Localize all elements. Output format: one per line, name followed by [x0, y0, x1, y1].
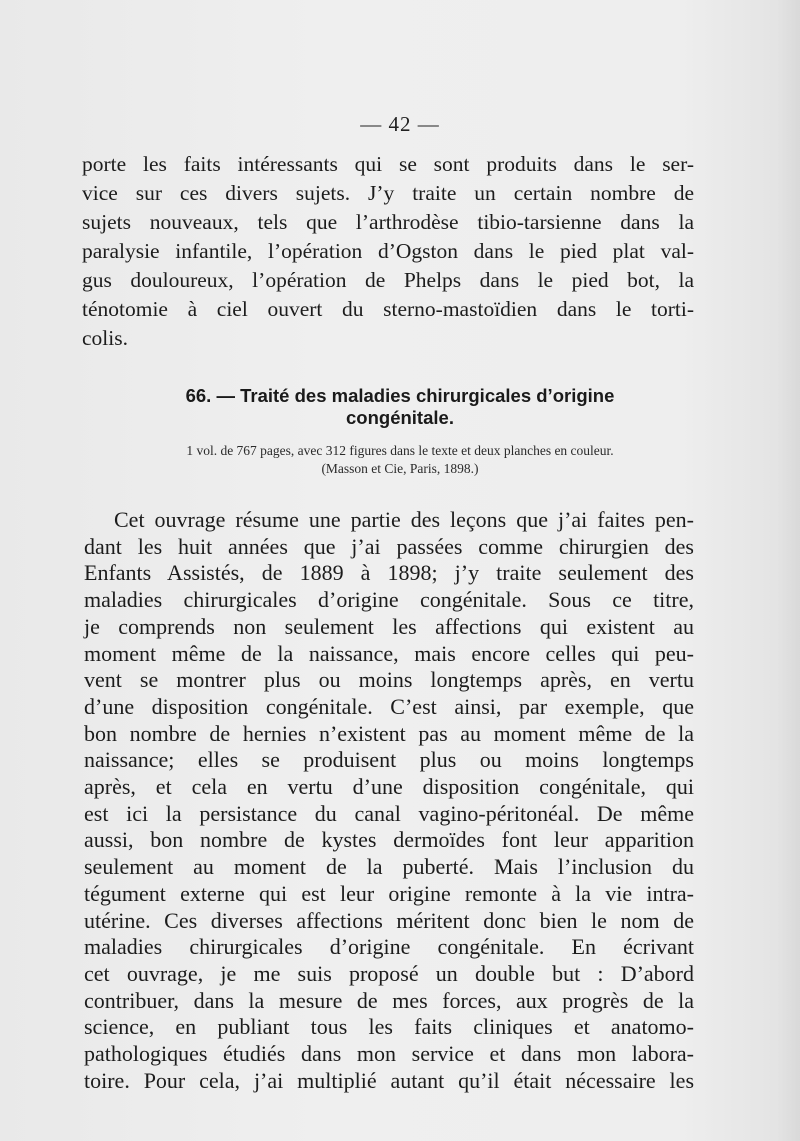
text-line: porte les faits intéressants qui se sont produits dans le ser-: [82, 152, 694, 176]
text-line: utérine. Ces diverses affections méritent donc bien le nom de: [84, 907, 694, 933]
text-line: aussi, bon nombre de kystes dermoïdes font leur apparition: [84, 827, 694, 853]
section-heading-line: congénitale.: [346, 407, 454, 428]
text-line: ténotomie à ciel ouvert du sterno-mastoïdien dans le torti-: [82, 297, 694, 321]
text-line: maladies chirurgicales d’origine congénitale. En écrivant: [84, 934, 694, 960]
text-line: Enfants Assistés, de 1889 à 1898; j’y traite seulement des: [84, 560, 694, 586]
publisher-line: (Masson et Cie, Paris, 1898.): [321, 461, 479, 476]
text-line: d’une disposition congénitale. C’est ainsi, par exemple, que: [84, 693, 694, 719]
text-line: je comprends non seulement les affections qui existent au: [84, 613, 694, 639]
text-line: bon nombre de hernies n’existent pas au moment même de la: [84, 720, 694, 746]
text-line: colis.: [82, 326, 128, 350]
text-line: est ici la persistance du canal vagino-péritonéal. De même: [84, 800, 694, 826]
section-heading: [100, 385, 700, 429]
text-line: toire. Pour cela, j’ai multiplié autant qu’il était nécessaire les: [84, 1067, 694, 1093]
text-line: sujets nouveaux, tels que l’arthrodèse tibio-tarsienne dans la: [82, 210, 694, 234]
text-line: cet ouvrage, je me suis proposé un double but : D’abord: [84, 960, 694, 986]
text-line: moment même de la naissance, mais encore celles qui peu-: [84, 640, 694, 666]
text-line: naissance; elles se produisent plus ou moins longtemps: [84, 747, 694, 773]
body-paragraph: [84, 507, 694, 1094]
text-line: Cet ouvrage résume une partie des leçons que j’ai faites pen-: [114, 507, 694, 532]
text-line: tégument externe qui est leur origine remonte à la vie intra-: [84, 880, 694, 906]
publication-details: 1 vol. de 767 pages, avec 312 figures dans le texte et deux planches en couleur.: [186, 443, 614, 458]
text-line: gus douloureux, l’opération de Phelps dans le pied bot, la: [82, 268, 694, 292]
text-line: après, et cela en vertu d’une disposition congénitale, qui: [84, 774, 694, 800]
text-line: science, en publiant tous les faits cliniques et anatomo-: [84, 1014, 694, 1040]
text-line: vice sur ces divers sujets. J’y traite un certain nombre de: [82, 181, 694, 205]
intro-paragraph: [82, 150, 694, 353]
text-line: vent se montrer plus ou moins longtemps après, en vertu: [84, 667, 694, 693]
text-line: seulement au moment de la puberté. Mais l’inclusion du: [84, 854, 694, 880]
text-line: paralysie infantile, l’opération d’Ogston dans le pied plat val-: [82, 239, 694, 263]
text-line: pathologiques étudiés dans mon service et dans mon labora-: [84, 1041, 694, 1067]
text-line: contribuer, dans la mesure de mes forces, aux progrès de la: [84, 987, 694, 1013]
text-line: dant les huit années que j’ai passées comme chirurgien des: [84, 533, 694, 559]
page-number: — 42 —: [360, 112, 440, 136]
publication-info: [80, 442, 720, 478]
section-heading-line: 66. — Traité des maladies chirurgicales d’origine: [185, 385, 615, 406]
text-line: maladies chirurgicales d’origine congénitale. Sous ce titre,: [84, 587, 694, 613]
